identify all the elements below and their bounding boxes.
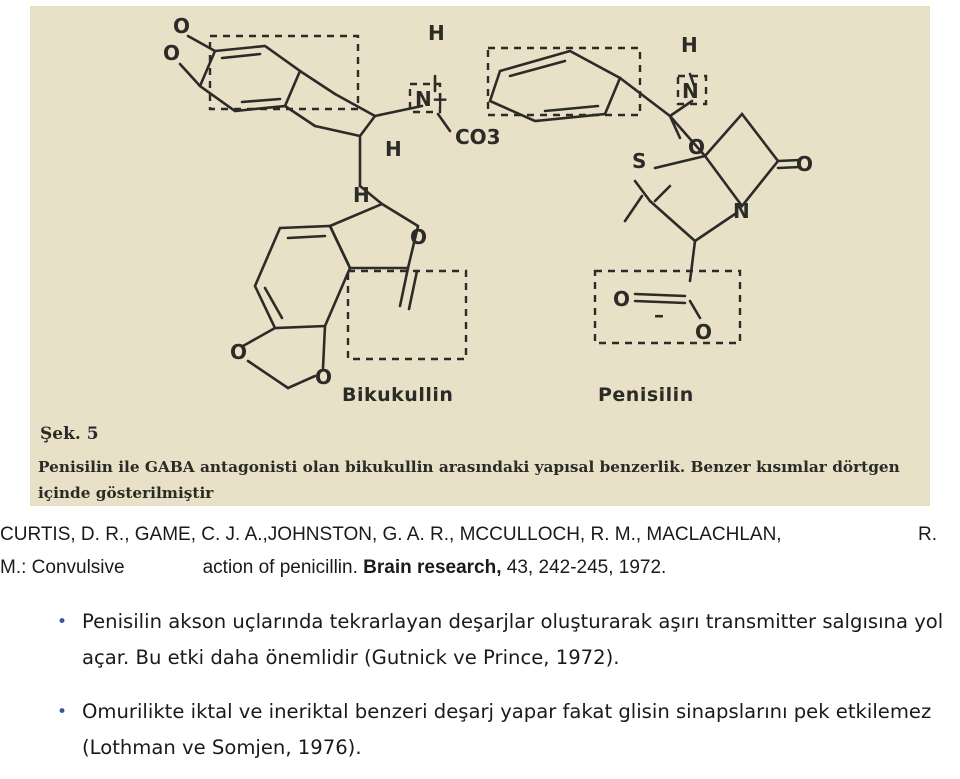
- atom-o-1: O: [173, 14, 191, 38]
- reference-title: action of penicillin.: [202, 557, 358, 578]
- penicillin-beta-lactam: [705, 114, 778, 206]
- reference: [0, 518, 960, 584]
- bullet-text: Omurilikte iktal ve ineriktal benzeri deşarj yapar fakat glisin sinapslarını pek etkilemez (Lothman ve Somjen, 1976).: [82, 700, 932, 759]
- reference-journal: Brain research,: [363, 557, 502, 578]
- bicuculline-lactone-box: [348, 271, 466, 359]
- atom-n-amide: N: [682, 79, 699, 103]
- atom-o-lactone: O: [410, 225, 428, 249]
- figure-number: Şek. 5: [40, 424, 99, 444]
- reference-volume: 43, 242-245, 1972.: [506, 557, 667, 578]
- reference-line-1: [0, 518, 960, 551]
- bullet-text: Penisilin akson uçlarında tekrarlayan deşarjlar oluşturarak aşırı transmitter salgısına yol açar. Bu etki daha önemlidir (Gutnick ve Prince, 1972).: [82, 610, 944, 669]
- atom-minus: –: [654, 303, 664, 327]
- bullet-item: [0, 694, 960, 766]
- figure-caption: Penisilin ile GABA antagonisti olan bikukullin arasındaki yapısal benzerlik. Benzer kısımlar dörtgen içinde gösterilmiştir: [38, 458, 900, 502]
- atom-o-amide: O: [688, 135, 706, 159]
- atom-o-2: O: [163, 41, 181, 65]
- bullet-list: [0, 604, 960, 766]
- bullet-item: [0, 604, 960, 676]
- atom-n-plus: N+: [415, 87, 449, 111]
- scanned-figure: [30, 6, 930, 506]
- bullet-dot-icon: •: [57, 702, 68, 722]
- bullet-dot-icon: •: [57, 612, 68, 632]
- atom-s: S: [632, 149, 647, 173]
- bicuculline-bottom-ring: [255, 226, 350, 328]
- atom-o-4: O: [315, 365, 333, 389]
- atom-h-2: H: [353, 183, 370, 207]
- atom-o-3: O: [230, 340, 248, 364]
- reference-authors-end: R.: [918, 524, 937, 545]
- atom-h-penicillin-n: H: [681, 33, 698, 57]
- atom-n-lactam: N: [733, 199, 750, 223]
- atom-o-carboxyl-1: O: [613, 287, 631, 311]
- bicuculline-ring-box: [210, 36, 358, 109]
- atom-co3: CO3: [455, 125, 501, 149]
- bicuculline-label: Bikukullin: [342, 384, 454, 406]
- atom-h-1: H: [385, 137, 402, 161]
- penicillin-label: Penisilin: [598, 384, 694, 406]
- atom-o-lactam: O: [796, 152, 814, 176]
- reference-line-2: [0, 551, 960, 584]
- chemical-structures: [30, 6, 930, 506]
- reference-authors: CURTIS, D. R., GAME, C. J. A.,JOHNSTON, G. A. R., MCCULLOCH, R. M., MACLACHLAN,: [0, 524, 782, 545]
- reference-authors-cont: M.: Convulsive: [0, 557, 125, 578]
- atom-o-carboxyl-2: O: [695, 320, 713, 344]
- bicuculline-lactone: [330, 204, 418, 268]
- atom-h-bicuculline-n: H: [428, 21, 445, 45]
